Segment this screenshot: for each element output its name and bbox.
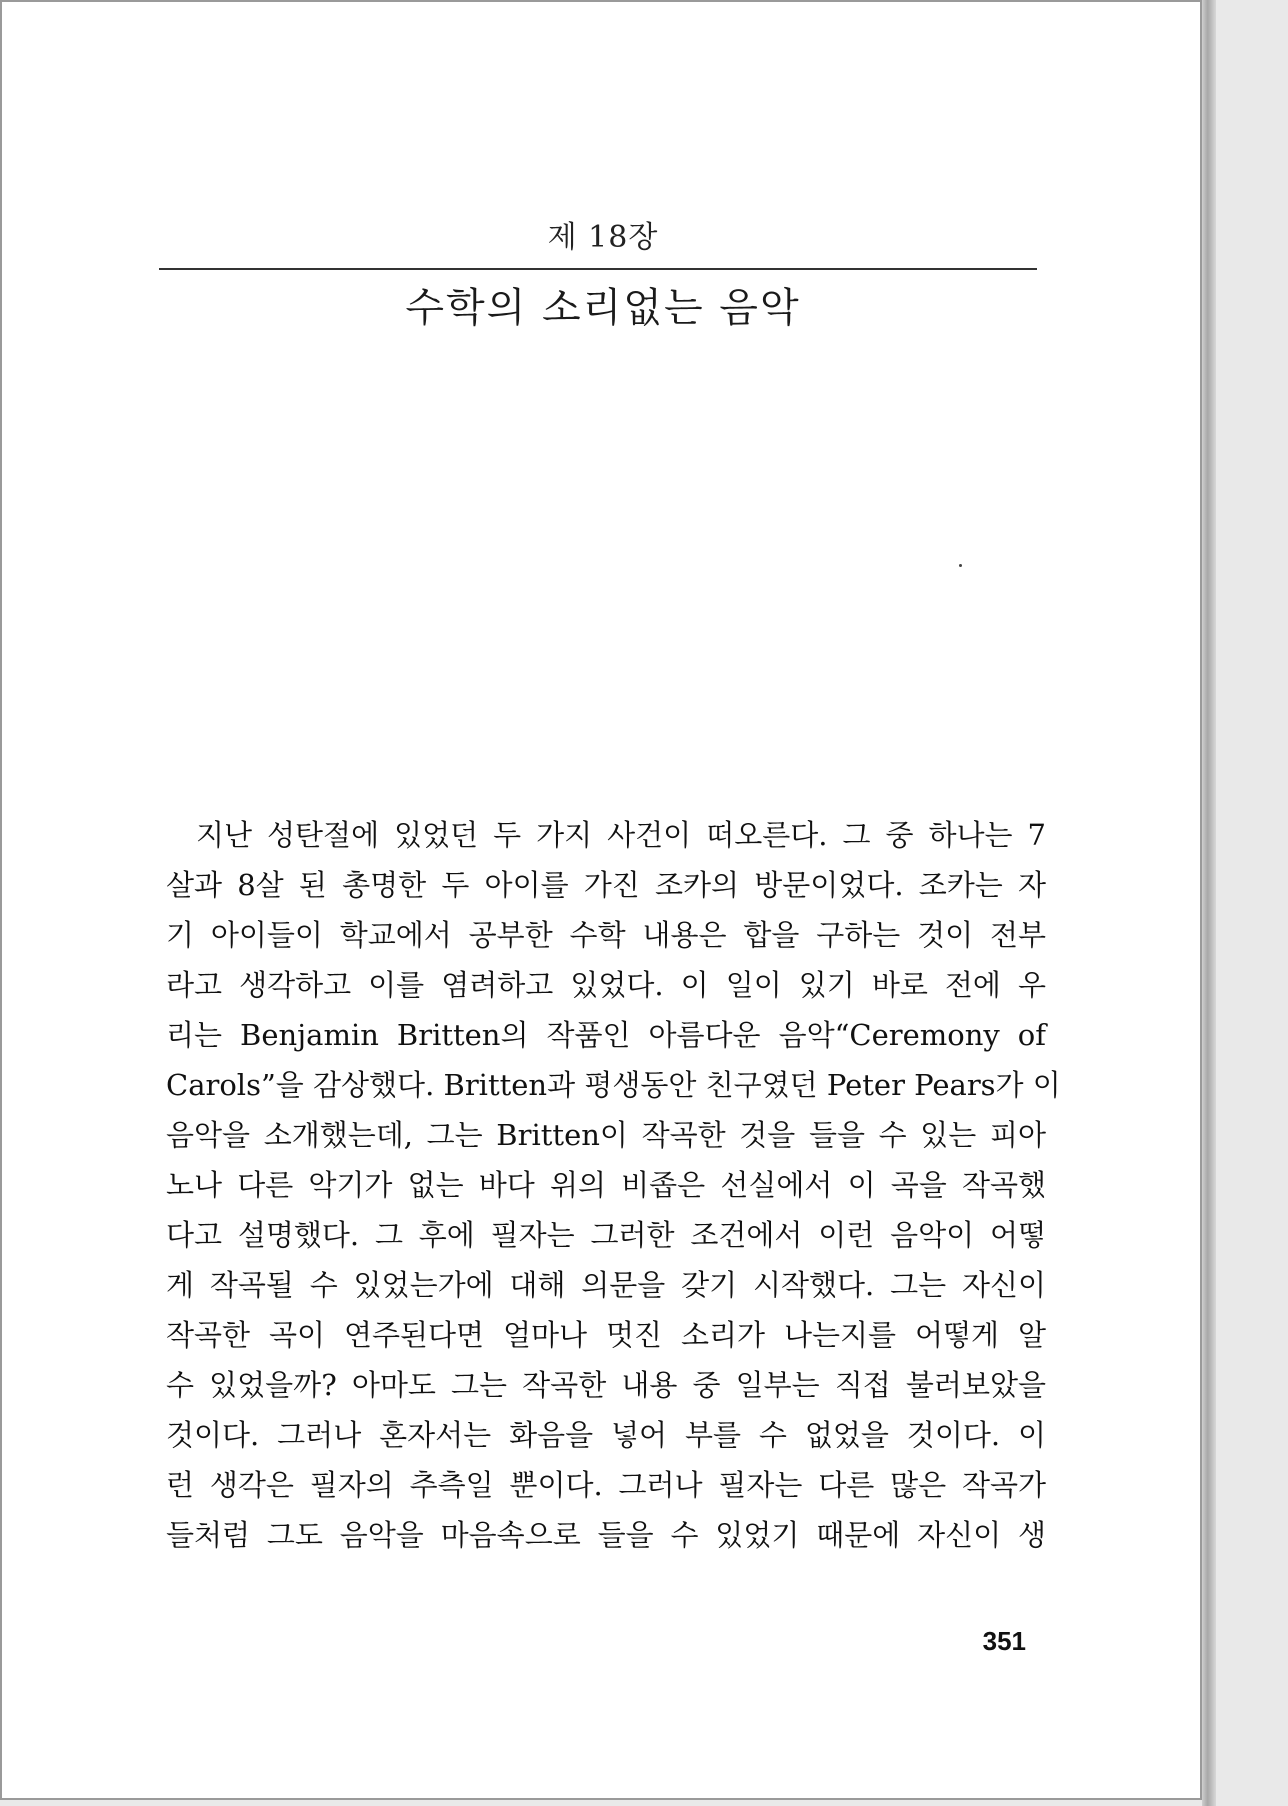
page-edge-shadow — [1202, 0, 1216, 1806]
text-line: 기 아이들이 학교에서 공부한 수학 내용은 합을 구하는 것이 전부 — [166, 918, 1046, 952]
text-line: 지난 성탄절에 있었던 두 가지 사건이 떠오른다. 그 중 하나는 7 — [196, 818, 1046, 852]
page-number: 351 — [982, 1626, 1026, 1656]
text-line: 들처럼 그도 음악을 마음속으로 들을 수 있었기 때문에 자신이 생 — [166, 1518, 1046, 1552]
text-line: 수 있었을까? 아마도 그는 작곡한 내용 중 일부는 직접 불러보았을 — [166, 1368, 1046, 1402]
text-line: 런 생각은 필자의 추측일 뿐이다. 그러나 필자는 다른 많은 작곡가 — [166, 1468, 1046, 1502]
text-line: 다고 설명했다. 그 후에 필자는 그러한 조건에서 이런 음악이 어떻 — [166, 1218, 1046, 1252]
text-line: 것이다. 그러나 혼자서는 화음을 넣어 부를 수 없었을 것이다. 이 — [166, 1418, 1046, 1452]
text-line: 작곡한 곡이 연주된다면 얼마나 멋진 소리가 나는지를 어떻게 알 — [166, 1318, 1046, 1352]
chapter-number: 제 18장 — [547, 220, 659, 255]
chapter-divider — [159, 268, 1037, 270]
text-line: 노나 다른 악기가 없는 바다 위의 비좁은 선실에서 이 곡을 작곡했 — [166, 1168, 1046, 1202]
text-line: 살과 8살 된 총명한 두 아이를 가진 조카의 방문이었다. 조카는 자 — [166, 868, 1046, 902]
text-line: 리는 Benjamin Britten의 작품인 아름다운 음악“Ceremony of — [166, 1018, 1046, 1052]
text-line: 음악을 소개했는데, 그는 Britten이 작곡한 것을 들을 수 있는 피아 — [166, 1118, 1046, 1152]
text-line: 게 작곡될 수 있었는가에 대해 의문을 갖기 시작했다. 그는 자신이 — [166, 1268, 1046, 1302]
scan-speck — [959, 564, 962, 567]
body-paragraph — [166, 810, 1061, 1560]
chapter-title: 수학의 소리없는 음악 — [405, 285, 801, 331]
text-line: 라고 생각하고 이를 염려하고 있었다. 이 일이 있기 바로 전에 우 — [166, 968, 1046, 1002]
text-line: Carols”을 감상했다. Britten과 평생동안 친구였던 Peter Pears가 이 — [166, 1068, 1061, 1102]
